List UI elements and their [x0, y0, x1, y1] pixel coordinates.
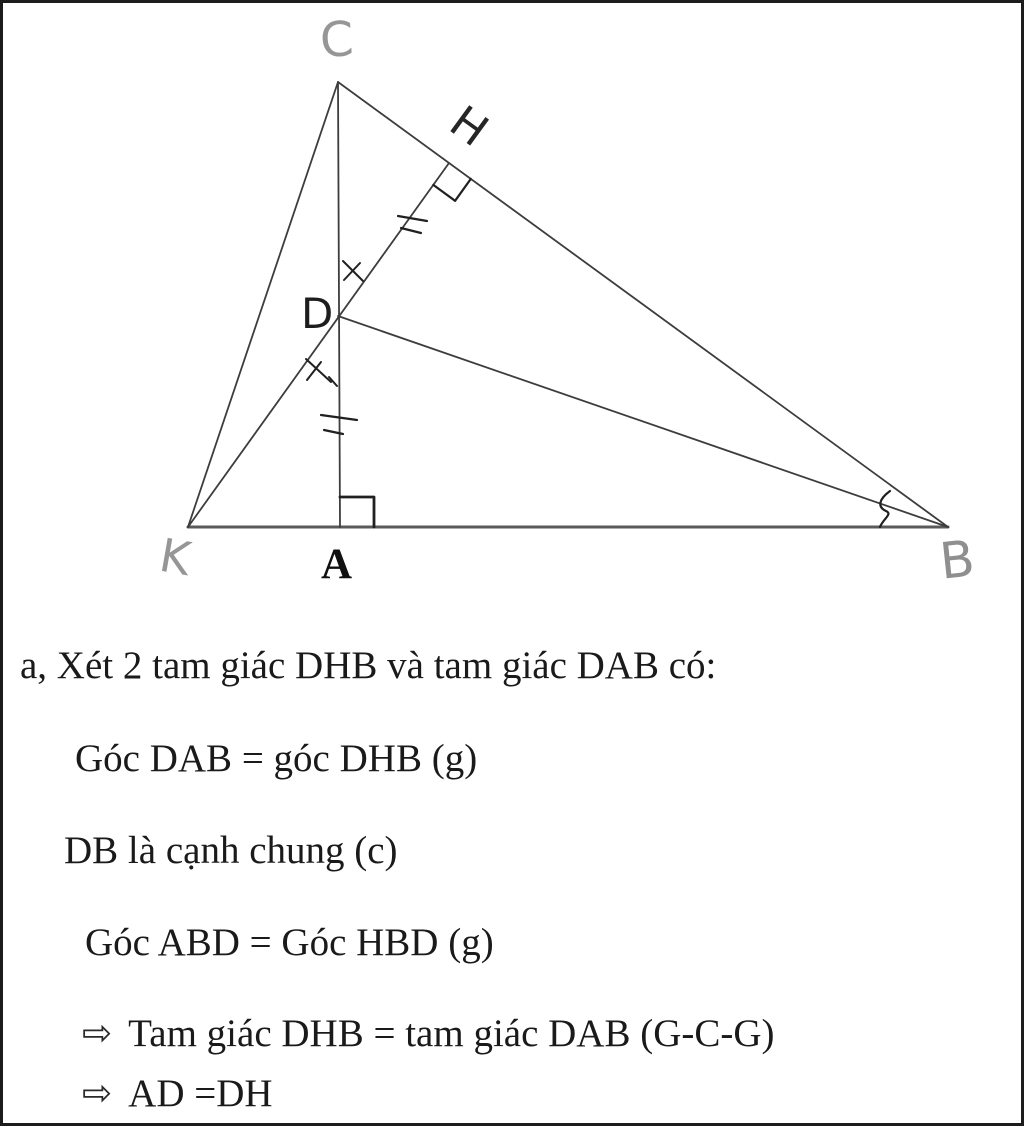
implies-arrow-icon: ⇨ — [82, 1073, 113, 1114]
solution-line-text: DB là cạnh chung (c) — [64, 829, 398, 872]
segment-CB — [338, 82, 948, 527]
implies-arrow-icon: ⇨ — [82, 1013, 113, 1054]
segment-CA — [338, 82, 340, 527]
label-C: C — [318, 11, 355, 69]
solution-line-1 — [20, 643, 716, 690]
solution-line-4 — [85, 920, 494, 967]
right-angle-mark-H — [433, 179, 471, 201]
solution-line-6 — [82, 1071, 273, 1118]
segment-DB — [338, 316, 948, 527]
angle-mark-KDA-1 — [306, 359, 331, 382]
angle-mark-B — [880, 491, 890, 527]
label-H: H — [440, 96, 498, 157]
solution-line-2 — [75, 736, 477, 783]
label-K: K — [155, 527, 195, 587]
solution-line-text: AD =DH — [128, 1072, 273, 1115]
solution-line-text: a, Xét 2 tam giác DHB và tam giác DAB có: — [20, 644, 717, 687]
solution-line-text: Góc DAB = góc DHB (g) — [75, 737, 478, 780]
solution-line-3 — [64, 828, 398, 875]
solution-line-text: Góc ABD = Góc HBD (g) — [85, 921, 494, 964]
tick-DH-2 — [401, 228, 421, 233]
label-B: B — [937, 529, 978, 591]
label-A: A — [321, 541, 353, 588]
label-D: D — [301, 289, 334, 338]
solution-line-text: Tam giác DHB = tam giác DAB (G-C-G) — [128, 1012, 775, 1055]
right-angle-mark-A — [340, 497, 374, 527]
solution-line-5 — [82, 1011, 775, 1058]
tick-DH-1 — [398, 216, 427, 221]
